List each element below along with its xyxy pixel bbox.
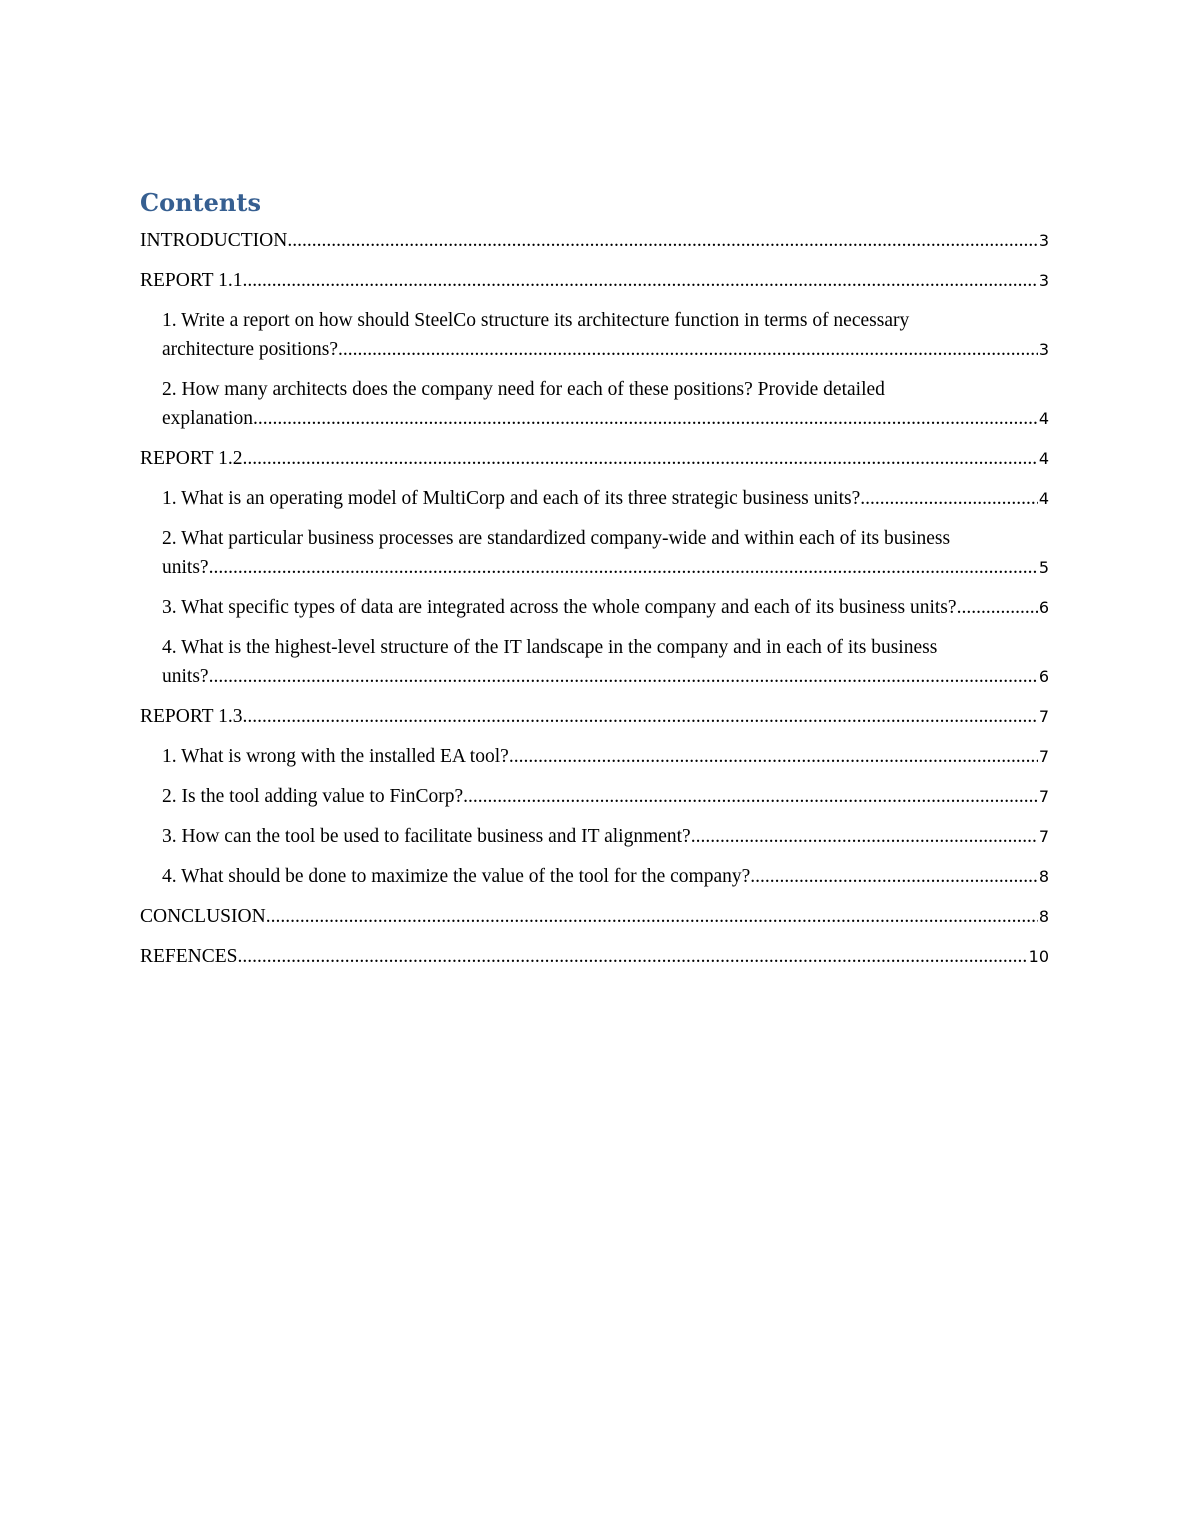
- toc-entry-line: [162, 484, 1049, 513]
- toc-entry-text-line1: 4. What is the highest-level structure of the IT landscape in the company and in each of its business: [162, 637, 938, 658]
- toc-entry-text: INTRODUCTION: [140, 230, 288, 251]
- toc-entry-text: 4. What should be done to maximize the value of the tool for the company?: [162, 866, 751, 887]
- toc-entry-line: [140, 444, 1049, 473]
- toc-entry[interactable]: [140, 902, 1049, 931]
- toc-entry[interactable]: [140, 593, 1049, 622]
- toc-entry-line: [162, 862, 1049, 891]
- toc-page-number: 5: [1038, 558, 1049, 577]
- dot-leader: [750, 862, 1038, 891]
- toc-entry-text: units?: [162, 557, 209, 578]
- dot-leader: [266, 902, 1038, 931]
- dot-leader: [238, 942, 1028, 971]
- dot-leader: [957, 593, 1038, 622]
- toc-entry-line: [140, 226, 1049, 255]
- dot-leader: [209, 662, 1038, 691]
- toc-entry-line: [162, 822, 1049, 851]
- toc-page-number: 8: [1038, 867, 1049, 886]
- toc-entry-line: [162, 553, 1049, 582]
- toc-entry-text-line1: 2. How many architects does the company need for each of these positions? Provide detailed: [162, 379, 885, 400]
- toc-page-number: 3: [1038, 271, 1049, 290]
- toc-page-number: 4: [1038, 409, 1049, 428]
- toc-entry[interactable]: [140, 444, 1049, 473]
- toc-entry[interactable]: [140, 226, 1049, 255]
- dot-leader: [463, 782, 1038, 811]
- toc-page-number: 10: [1028, 947, 1049, 966]
- toc-page-number: 3: [1038, 231, 1049, 250]
- toc-page-number: 7: [1038, 787, 1049, 806]
- document-page: [140, 184, 1049, 982]
- toc-page-number: 7: [1038, 747, 1049, 766]
- toc-entry-text: 2. Is the tool adding value to FinCorp?: [162, 786, 464, 807]
- toc-entry[interactable]: [140, 306, 1049, 364]
- toc-entry[interactable]: [140, 375, 1049, 433]
- toc-entry[interactable]: [140, 862, 1049, 891]
- toc-entry[interactable]: [140, 633, 1049, 691]
- toc-title: Contents: [140, 188, 261, 217]
- toc-page-number: 6: [1038, 598, 1049, 617]
- toc-entry-text: architecture positions?: [162, 339, 338, 360]
- toc-entry-text: REPORT 1.1: [140, 270, 243, 291]
- toc-entry-line: [140, 266, 1049, 295]
- toc-entry-line: [162, 782, 1049, 811]
- toc-page-number: 7: [1038, 707, 1049, 726]
- dot-leader: [243, 444, 1038, 473]
- toc-entry-text: 3. What specific types of data are integrated across the whole company and each of its business units?: [162, 597, 957, 618]
- toc-entry-text: REPORT 1.2: [140, 448, 243, 469]
- toc-entry-line: [140, 942, 1049, 971]
- toc-entry-line: [162, 742, 1049, 771]
- toc-entry-text: 1. What is an operating model of MultiCorp and each of its three strategic business units?: [162, 488, 861, 509]
- dot-leader: [509, 742, 1038, 771]
- toc-entry-text: 1. What is wrong with the installed EA tool?: [162, 746, 509, 767]
- toc-entry[interactable]: [140, 782, 1049, 811]
- dot-leader: [287, 226, 1037, 255]
- dot-leader: [691, 822, 1038, 851]
- toc-entry-text: REPORT 1.3: [140, 706, 243, 727]
- toc-list: [140, 226, 1049, 971]
- toc-page-number: 3: [1038, 340, 1049, 359]
- toc-entry-text: CONCLUSION: [140, 906, 266, 927]
- toc-entry-line: [162, 662, 1049, 691]
- dot-leader: [860, 484, 1038, 513]
- toc-entry-text: explanation.: [162, 408, 258, 429]
- toc-entry-text: units?: [162, 666, 209, 687]
- toc-entry[interactable]: [140, 266, 1049, 295]
- toc-page-number: 4: [1038, 489, 1049, 508]
- toc-page-number: 4: [1038, 449, 1049, 468]
- dot-leader: [338, 335, 1038, 364]
- toc-entry-line: [162, 593, 1049, 622]
- toc-page-number: 6: [1038, 667, 1049, 686]
- toc-entry-text-line1: 2. What particular business processes are standardized company-wide and within each of its business: [162, 528, 951, 549]
- toc-entry-line: [162, 335, 1049, 364]
- toc-entry[interactable]: [140, 702, 1049, 731]
- toc-entry-line: [140, 702, 1049, 731]
- toc-entry-text: REFENCES: [140, 946, 238, 967]
- dot-leader: [243, 702, 1038, 731]
- dot-leader: [258, 404, 1038, 433]
- toc-entry[interactable]: [140, 742, 1049, 771]
- toc-entry[interactable]: [140, 524, 1049, 582]
- toc-entry-text: 3. How can the tool be used to facilitate business and IT alignment?: [162, 826, 691, 847]
- toc-entry-line: [140, 902, 1049, 931]
- toc-entry[interactable]: [140, 942, 1049, 971]
- dot-leader: [209, 553, 1038, 582]
- toc-page-number: 7: [1038, 827, 1049, 846]
- toc-entry-text-line1: 1. Write a report on how should SteelCo structure its architecture function in terms of necessary: [162, 310, 910, 331]
- toc-entry-line: [162, 404, 1049, 433]
- dot-leader: [243, 266, 1038, 295]
- toc-page-number: 8: [1038, 907, 1049, 926]
- toc-entry[interactable]: [140, 822, 1049, 851]
- toc-entry[interactable]: [140, 484, 1049, 513]
